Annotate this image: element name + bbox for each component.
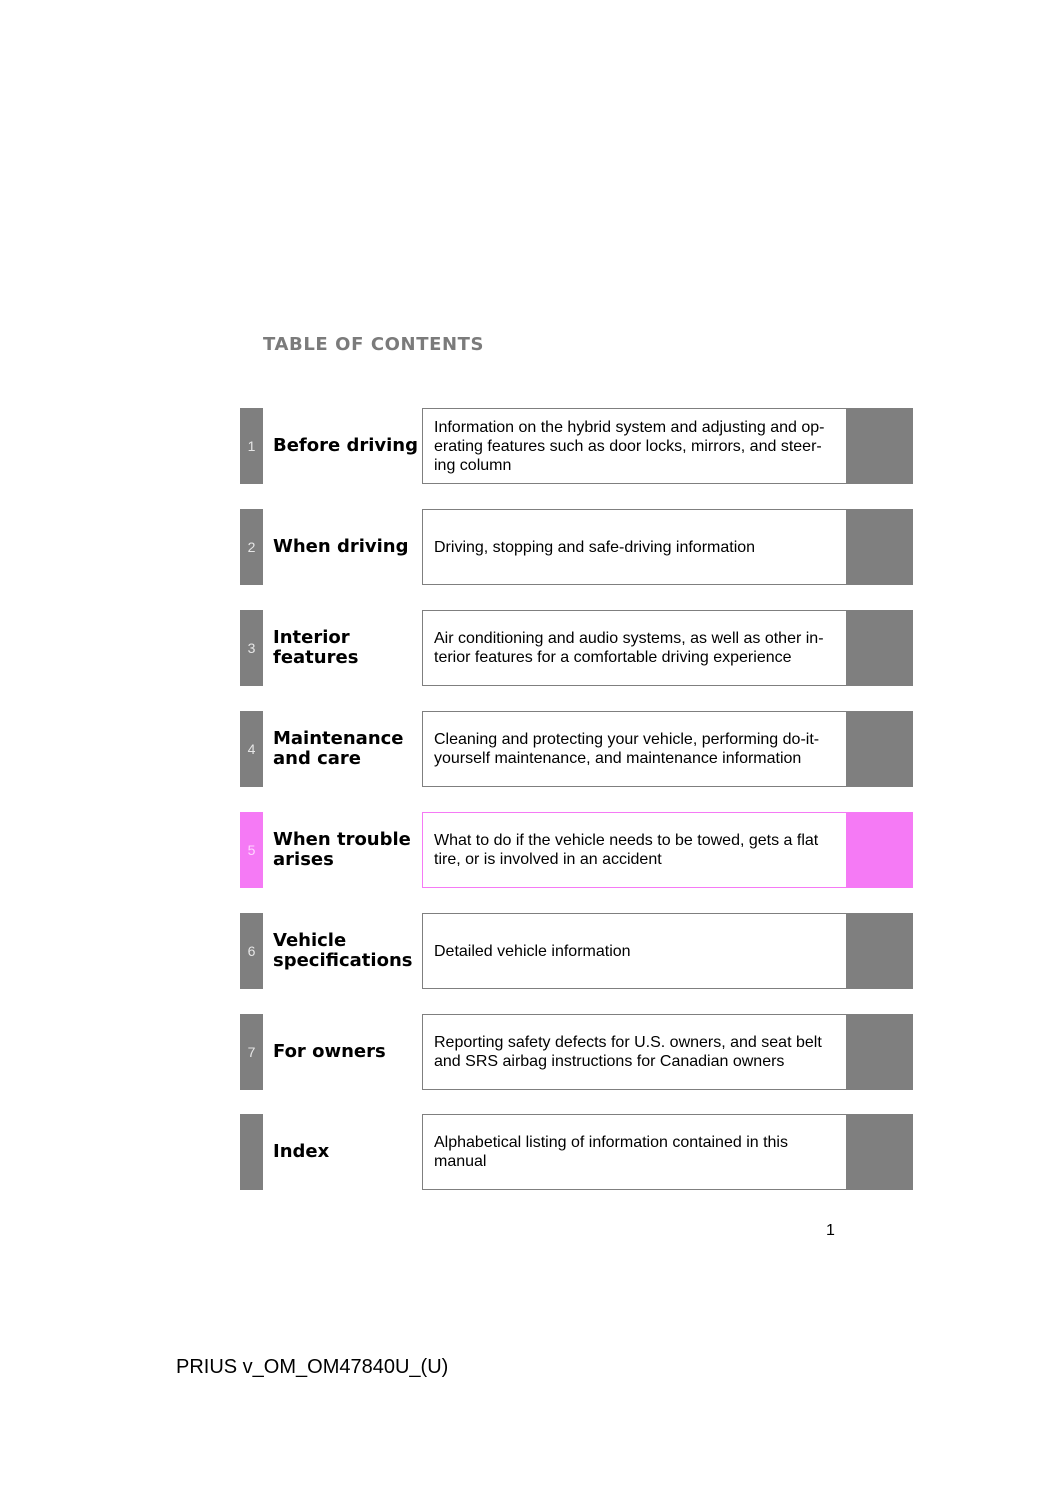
- section-label[interactable]: Index: [273, 1141, 330, 1162]
- section-description-box: [422, 1014, 847, 1090]
- section-description: Alphabetical listing of information contained in this manual: [434, 1134, 788, 1170]
- page-title: TABLE OF CONTENTS: [263, 334, 485, 355]
- section-thumb-tab[interactable]: [846, 711, 913, 787]
- section-description: Driving, stopping and safe-driving information: [434, 538, 756, 556]
- toc-row-maintenance-and-care[interactable]: [240, 711, 913, 787]
- section-description: Air conditioning and audio systems, as well as other in- terior features for a comfortable driving experience: [434, 630, 824, 666]
- section-description-box: [422, 509, 847, 585]
- section-description-box: [422, 711, 847, 787]
- document-code: PRIUS v_OM_OM47840U_(U): [176, 1356, 449, 1378]
- toc-row-vehicle-specifications[interactable]: [240, 913, 913, 989]
- section-description-box: [422, 913, 847, 989]
- section-number: 1: [240, 408, 263, 484]
- section-thumb-tab[interactable]: [846, 812, 913, 888]
- section-number: 5: [240, 812, 263, 888]
- toc-row-interior-features[interactable]: [240, 610, 913, 686]
- section-description: Information on the hybrid system and adjusting and op- erating features such as door locks, mirrors, and steer- ing column: [434, 418, 825, 474]
- section-thumb-tab[interactable]: [846, 509, 913, 585]
- section-thumb-tab[interactable]: [846, 1014, 913, 1090]
- section-label[interactable]: Interior features: [273, 627, 359, 668]
- section-number: 3: [240, 610, 263, 686]
- section-label[interactable]: When trouble arises: [273, 829, 411, 870]
- toc-row-when-trouble-arises[interactable]: [240, 812, 913, 888]
- section-description-box: [422, 408, 847, 484]
- section-description: Detailed vehicle information: [434, 942, 631, 960]
- section-number: 2: [240, 509, 263, 585]
- section-description: What to do if the vehicle needs to be towed, gets a flat tire, or is involved in an accident: [434, 832, 819, 868]
- toc-row-for-owners[interactable]: [240, 1014, 913, 1090]
- section-label[interactable]: Before driving: [273, 435, 419, 456]
- page-number: 1: [826, 1222, 835, 1239]
- section-number: 6: [240, 913, 263, 989]
- section-thumb-tab[interactable]: [846, 408, 913, 484]
- section-description-box: [422, 610, 847, 686]
- section-description: Reporting safety defects for U.S. owners, and seat belt and SRS airbag instructions for Canadian owners: [434, 1034, 822, 1070]
- section-label[interactable]: For owners: [273, 1041, 386, 1062]
- section-thumb-tab[interactable]: [846, 1114, 913, 1190]
- toc-row-when-driving[interactable]: [240, 509, 913, 585]
- section-thumb-tab[interactable]: [846, 610, 913, 686]
- section-thumb-tab[interactable]: [846, 913, 913, 989]
- section-label[interactable]: Vehicle specifications: [273, 930, 413, 971]
- section-label[interactable]: Maintenance and care: [273, 728, 404, 769]
- section-description-box: [422, 812, 847, 888]
- section-number: 4: [240, 711, 263, 787]
- toc-row-index[interactable]: [240, 1114, 913, 1190]
- section-number: 7: [240, 1014, 263, 1090]
- section-description: Cleaning and protecting your vehicle, performing do-it- yourself maintenance, and maintenance information: [434, 731, 820, 767]
- section-number: [240, 1114, 263, 1190]
- toc-row-before-driving[interactable]: [240, 408, 913, 484]
- section-description-box: [422, 1114, 847, 1190]
- section-label[interactable]: When driving: [273, 536, 409, 557]
